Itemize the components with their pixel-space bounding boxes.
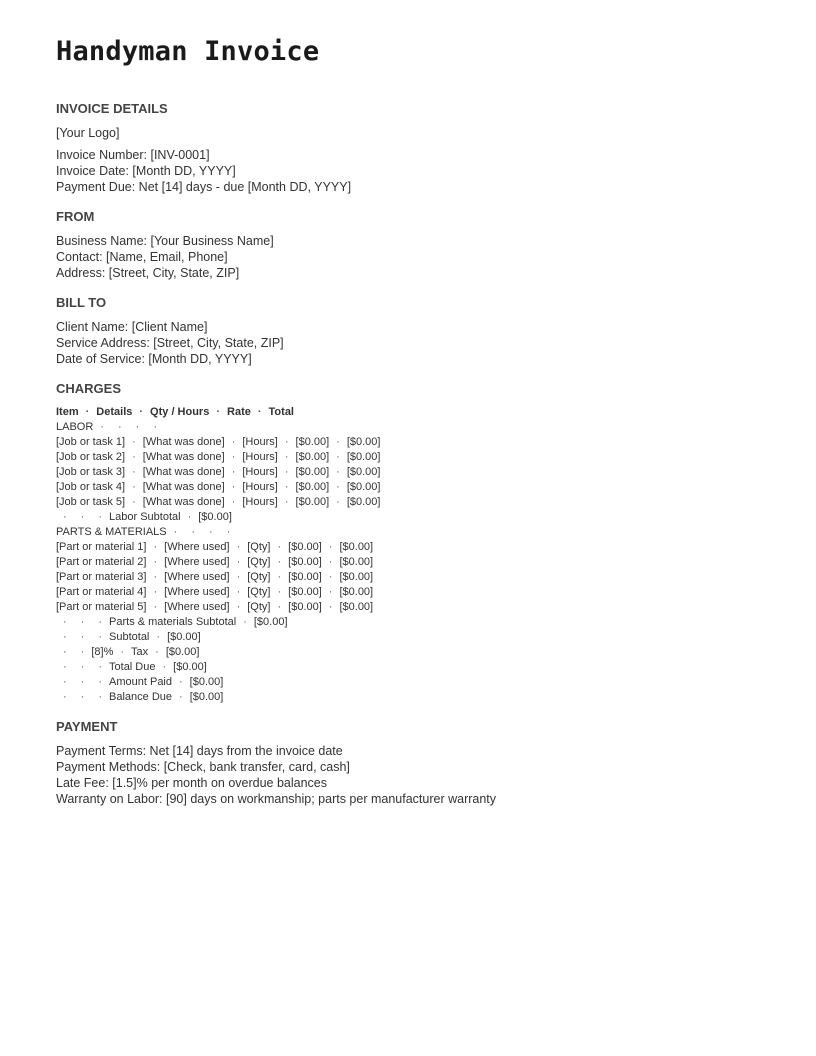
payment-heading: PAYMENT — [56, 719, 118, 734]
cell-item: [Job or task 1] — [56, 436, 126, 448]
column-separator: · — [231, 481, 236, 493]
cell-rate: Labor Subtotal — [109, 511, 181, 523]
column-separator: · — [231, 451, 236, 463]
bill-to-heading: BILL TO — [56, 295, 107, 310]
column-separator: · — [277, 571, 282, 583]
column-separator: · — [135, 421, 140, 433]
cell-item: [Job or task 2] — [56, 451, 126, 463]
cell-details: [What was done] — [142, 466, 225, 478]
column-separator: · — [98, 631, 103, 643]
cell-item: [Part or material 5] — [56, 601, 147, 613]
cell-item: [Job or task 3] — [56, 466, 126, 478]
column-separator: · — [153, 571, 158, 583]
cell-total: [$0.00] — [346, 451, 381, 463]
column-separator: · — [216, 406, 221, 418]
column-separator: · — [117, 421, 122, 433]
column-separator: · — [284, 496, 289, 508]
table-row — [56, 510, 776, 525]
cell-details: [What was done] — [142, 451, 225, 463]
column-separator: · — [98, 676, 103, 688]
cell-rate: Amount Paid — [109, 676, 172, 688]
cell-total: [$0.00] — [165, 646, 200, 658]
cell-total: [$0.00] — [173, 661, 207, 673]
column-separator: · — [98, 511, 103, 523]
column-separator: · — [63, 631, 67, 643]
column-separator: · — [173, 526, 178, 538]
cell-rate: Balance Due — [109, 691, 173, 703]
table-row — [56, 630, 776, 645]
column-separator: · — [80, 511, 85, 523]
cell-rate: [$0.00] — [288, 586, 322, 598]
column-separator: · — [336, 481, 340, 493]
column-separator: · — [236, 571, 241, 583]
cell-rate: [$0.00] — [288, 541, 322, 553]
cell-rate: Tax — [131, 646, 149, 658]
column-separator: · — [63, 616, 67, 628]
table-row — [56, 420, 776, 435]
cell-item: PARTS & MATERIALS — [56, 526, 167, 538]
table-row — [56, 600, 776, 615]
table-row — [56, 645, 776, 660]
column-separator: · — [80, 691, 85, 703]
charges-header-row — [56, 405, 776, 420]
column-separator: · — [336, 451, 340, 463]
table-row — [56, 660, 776, 675]
column-separator: · — [80, 631, 85, 643]
column-separator: · — [236, 601, 241, 613]
from-section — [56, 209, 776, 281]
charges-heading: CHARGES — [56, 381, 122, 396]
column-separator: · — [80, 676, 85, 688]
from-heading: FROM — [56, 209, 95, 224]
column-separator: · — [284, 451, 289, 463]
cell-rate: Parts & materials Subtotal — [109, 616, 237, 628]
column-separator: · — [132, 436, 136, 448]
column-separator: · — [328, 601, 333, 613]
column-separator: · — [328, 556, 333, 568]
table-row — [56, 555, 776, 570]
column-separator: · — [336, 466, 340, 478]
payment-due: Payment Due: Net [14] days - due [Month DD, YYYY] — [56, 180, 352, 194]
column-separator: · — [277, 556, 282, 568]
column-separator: · — [63, 691, 67, 703]
cell-details: [What was done] — [142, 496, 225, 508]
column-separator: · — [80, 616, 85, 628]
table-row — [56, 570, 776, 585]
cell-total: [$0.00] — [339, 586, 374, 598]
invoice-details-section — [56, 101, 776, 195]
cell-total: [$0.00] — [339, 601, 374, 613]
cell-total: [$0.00] — [339, 571, 374, 583]
cell-qty-hours: [Qty] — [247, 541, 271, 553]
table-row — [56, 675, 776, 690]
table-row — [56, 690, 776, 705]
column-separator: · — [153, 541, 158, 553]
column-separator: · — [63, 511, 67, 523]
cell-item: [Part or material 3] — [56, 571, 147, 583]
from-business-name: Business Name: [Your Business Name] — [56, 234, 274, 248]
column-separator: · — [284, 481, 289, 493]
cell-total: [$0.00] — [189, 691, 224, 703]
cell-rate: [$0.00] — [288, 556, 322, 568]
cell-rate: [$0.00] — [288, 571, 322, 583]
column-separator: · — [120, 646, 125, 658]
cell-rate: [$0.00] — [295, 436, 330, 448]
header-cell-rate: Rate — [227, 406, 251, 418]
header-cell-total: Total — [268, 406, 294, 418]
column-separator: · — [277, 586, 282, 598]
column-separator: · — [226, 526, 231, 538]
cell-total: [$0.00] — [253, 616, 288, 628]
cell-details: [Where used] — [164, 601, 230, 613]
column-separator: · — [277, 601, 282, 613]
column-separator: · — [98, 616, 103, 628]
cell-rate: Total Due — [109, 661, 156, 673]
from-contact: Contact: [Name, Email, Phone] — [56, 250, 228, 264]
column-separator: · — [63, 676, 67, 688]
invoice-date: Invoice Date: [Month DD, YYYY] — [56, 164, 236, 178]
logo-placeholder: [Your Logo] — [56, 126, 120, 140]
column-separator: · — [98, 691, 103, 703]
column-separator: · — [162, 661, 167, 673]
charges-table — [56, 405, 776, 705]
column-separator: · — [236, 541, 241, 553]
cell-qty-hours: [Qty] — [247, 601, 271, 613]
header-cell-item: Item — [56, 406, 79, 418]
column-separator: · — [236, 556, 241, 568]
column-separator: · — [336, 496, 340, 508]
column-separator: · — [277, 541, 282, 553]
cell-rate: [$0.00] — [295, 481, 330, 493]
table-row — [56, 480, 776, 495]
header-cell-qty-hours: Qty / Hours — [150, 406, 210, 418]
table-row — [56, 540, 776, 555]
cell-details: [Where used] — [164, 556, 230, 568]
column-separator: · — [153, 556, 158, 568]
column-separator: · — [63, 661, 67, 673]
cell-total: [$0.00] — [339, 556, 374, 568]
column-separator: · — [243, 616, 247, 628]
column-separator: · — [153, 421, 157, 433]
column-separator: · — [156, 631, 161, 643]
column-separator: · — [132, 451, 136, 463]
cell-details: [What was done] — [142, 481, 225, 493]
column-separator: · — [100, 421, 104, 433]
late-fee: Late Fee: [1.5]% per month on overdue balances — [56, 776, 328, 790]
column-separator: · — [132, 466, 136, 478]
table-row — [56, 465, 776, 480]
invoice-number: Invoice Number: [INV-0001] — [56, 148, 210, 162]
column-separator: · — [284, 436, 289, 448]
column-separator: · — [155, 646, 159, 658]
column-separator: · — [236, 586, 241, 598]
column-separator: · — [336, 436, 340, 448]
cell-rate: [$0.00] — [295, 496, 330, 508]
column-separator: · — [179, 691, 183, 703]
column-separator: · — [132, 481, 136, 493]
column-separator: · — [80, 661, 85, 673]
column-separator: · — [191, 526, 195, 538]
cell-item: [Job or task 4] — [56, 481, 126, 493]
cell-details: [Where used] — [164, 586, 230, 598]
cell-item: LABOR — [56, 421, 94, 433]
cell-qty-hours: [Qty] — [247, 556, 271, 568]
bill-to-service-address: Service Address: [Street, City, State, ZIP] — [56, 336, 284, 350]
cell-details: [Where used] — [164, 571, 230, 583]
column-separator: · — [80, 646, 85, 658]
bill-to-section — [56, 295, 776, 367]
table-row — [56, 585, 776, 600]
payment-methods: Payment Methods: [Check, bank transfer, card, cash] — [56, 760, 350, 774]
table-row — [56, 615, 776, 630]
bill-to-client-name: Client Name: [Client Name] — [56, 320, 208, 334]
column-separator: · — [257, 406, 262, 418]
payment-section — [56, 719, 776, 807]
column-separator: · — [208, 526, 213, 538]
cell-qty-hours: [Qty] — [247, 586, 271, 598]
page-title: Handyman Invoice — [56, 36, 320, 67]
payment-terms: Payment Terms: Net [14] days from the invoice date — [56, 744, 343, 758]
table-row — [56, 495, 776, 510]
cell-total: [$0.00] — [167, 631, 201, 643]
cell-total: [$0.00] — [339, 541, 374, 553]
cell-qty-hours: [8]% — [91, 646, 114, 658]
column-separator: · — [132, 496, 136, 508]
cell-total: [$0.00] — [198, 511, 232, 523]
cell-qty-hours: [Qty] — [247, 571, 271, 583]
cell-details: [Where used] — [164, 541, 230, 553]
column-separator: · — [231, 496, 236, 508]
column-separator: · — [153, 601, 158, 613]
column-separator: · — [284, 466, 289, 478]
warranty-on-labor: Warranty on Labor: [90] days on workmanship; parts per manufacturer warranty — [56, 792, 497, 806]
cell-total: [$0.00] — [346, 466, 381, 478]
cell-qty-hours: [Hours] — [242, 451, 278, 463]
column-separator: · — [328, 586, 333, 598]
bill-to-date-of-service: Date of Service: [Month DD, YYYY] — [56, 352, 252, 366]
column-separator: · — [98, 661, 103, 673]
cell-total: [$0.00] — [189, 676, 224, 688]
column-separator: · — [63, 646, 67, 658]
charges-section — [56, 381, 776, 705]
cell-rate: [$0.00] — [288, 601, 322, 613]
cell-rate: Subtotal — [109, 631, 150, 643]
cell-item: [Part or material 2] — [56, 556, 147, 568]
cell-details: [What was done] — [142, 436, 225, 448]
column-separator: · — [179, 676, 183, 688]
header-cell-details: Details — [96, 406, 133, 418]
cell-qty-hours: [Hours] — [242, 436, 278, 448]
column-separator: · — [328, 571, 333, 583]
table-row — [56, 450, 776, 465]
table-row — [56, 435, 776, 450]
cell-item: [Part or material 4] — [56, 586, 147, 598]
column-separator: · — [231, 466, 236, 478]
column-separator: · — [85, 406, 90, 418]
column-separator: · — [187, 511, 192, 523]
cell-total: [$0.00] — [346, 436, 381, 448]
cell-total: [$0.00] — [346, 481, 381, 493]
cell-qty-hours: [Hours] — [242, 481, 278, 493]
column-separator: · — [153, 586, 158, 598]
column-separator: · — [231, 436, 236, 448]
column-separator: · — [139, 406, 144, 418]
table-row — [56, 525, 776, 540]
cell-rate: [$0.00] — [295, 451, 330, 463]
from-address: Address: [Street, City, State, ZIP] — [56, 266, 240, 280]
cell-item: [Job or task 5] — [56, 496, 126, 508]
cell-total: [$0.00] — [346, 496, 381, 508]
cell-item: [Part or material 1] — [56, 541, 147, 553]
invoice-details-heading: INVOICE DETAILS — [56, 101, 168, 116]
cell-rate: [$0.00] — [295, 466, 330, 478]
column-separator: · — [328, 541, 333, 553]
cell-qty-hours: [Hours] — [242, 466, 278, 478]
cell-qty-hours: [Hours] — [242, 496, 278, 508]
